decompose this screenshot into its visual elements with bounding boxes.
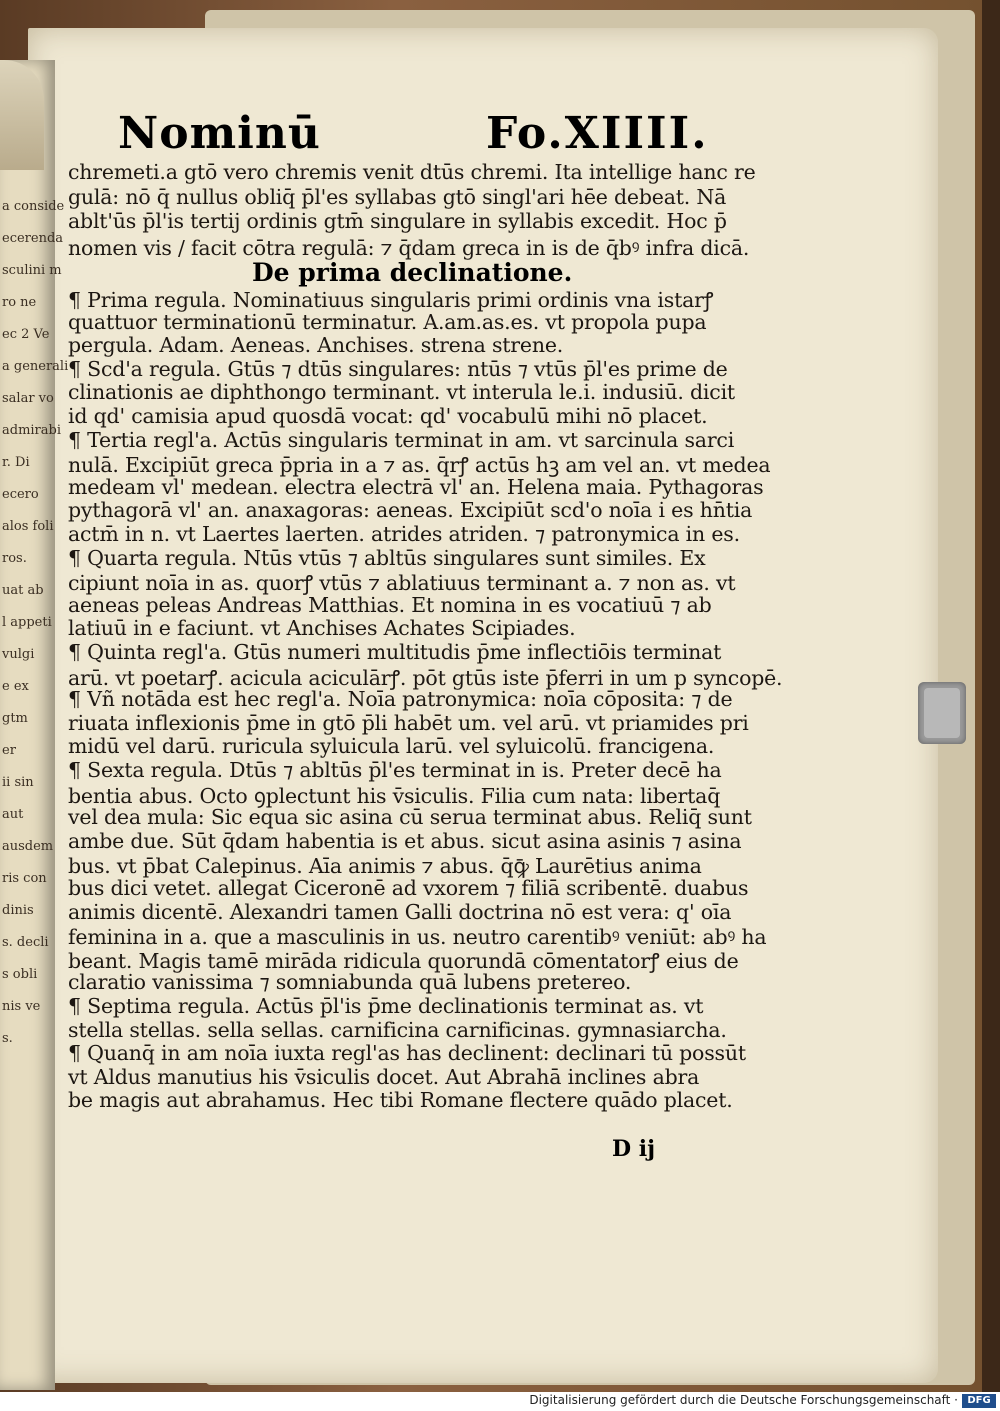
cover-edge <box>982 0 1000 1392</box>
left-page-text: ecero <box>2 487 39 502</box>
left-page-text: e ex <box>2 679 29 694</box>
text-line: medeam vl' medean. electra electrā vl' an. Helena maia. Pythagoras <box>68 474 764 499</box>
text-line: ¶ Prima regula. Nominatiuus singularis primi ordinis vna istarꝭ <box>68 288 714 312</box>
left-page-text: admirabi <box>2 423 62 438</box>
text-line: pergula. Adam. Aeneas. Anchises. strena strene. <box>68 333 564 358</box>
text-line: nulā. Excipiūt greca p̄pria in a ⁊ as. q̄rꝭ actūs hꝫ am vel an. vt medea <box>68 453 771 478</box>
text-line: ¶ Septima regula. Actūs p̄l'is p̄me declinationis terminat as. vt <box>68 994 704 1018</box>
left-page-text: r. Di <box>2 455 30 470</box>
text-line: ¶ Scd'a regula. Gtūs ⁊ dtūs singulares: ntūs ⁊ vtūs p̄l'es prime de <box>68 356 728 381</box>
text-line: be magis aut abrahamus. Hec tibi Romane flectere quādo placet. <box>68 1088 733 1113</box>
page-clip-tab-inner <box>924 688 960 738</box>
left-page-text: ris con <box>2 871 47 886</box>
left-page-text: salar vo <box>2 391 54 406</box>
text-line: beant. Magis tamē mirāda ridicula quorundā cōmentatorꝭ eius de <box>68 948 739 973</box>
left-page-text: er <box>2 743 16 758</box>
text-line: actm̄ in n. vt Laertes laerten. atrides atriden. ⁊ patronymica in es. <box>68 522 740 546</box>
text-line: aeneas peleas Andreas Matthias. Et nomina in es vocatiuū ⁊ ab <box>68 592 712 617</box>
text-line: ablt'ūs p̄l'is tertij ordinis gtm̄ singulare in syllabis excedit. Hoc p̄ <box>68 209 727 233</box>
text-line: riuata inflexionis p̄me in gtō p̄li habēt um. vel arū. vt priamides pri <box>68 710 749 735</box>
text-line: ¶ Quinta regl'a. Gtūs numeri multitudis p̄me inflectiōis terminat <box>68 640 722 664</box>
text-line: ¶ Vñ notāda est hec regl'a. Noīa patronymica: noīa cōposita: ⁊ de <box>68 687 733 712</box>
text-line: chremeti.a gtō vero chremis venit dtūs chremi. Ita intellige hanc re <box>68 160 756 184</box>
footer-bar <box>0 1392 1000 1411</box>
left-page-text: vulgi <box>2 647 35 662</box>
left-page-text: ecerenda <box>2 231 64 246</box>
text-line: nomen vis / facit cōtra regulā: ⁊ q̄dam greca in is de q̄bꝰ infra dicā. <box>68 235 750 260</box>
text-line: gulā: nō q̄ nullus obliq̄ p̄l'es syllabas gtō singl'ari hēe debeat. Nā <box>68 184 727 209</box>
left-page-text: aut <box>2 807 24 822</box>
running-header <box>118 108 718 158</box>
text-line: claratio vanissima ⁊ somniabunda quā lubens pretereo. <box>68 970 632 995</box>
text-line: cipiunt noīa in as. quorꝭ vtūs ⁊ ablatiuus terminant a. ⁊ non as. vt <box>68 571 736 596</box>
text-line: quattuor terminationū terminatur. A.am.as.es. vt propola pupa <box>68 309 707 334</box>
left-page-text: gtm <box>2 711 28 726</box>
signature-mark: D ij <box>612 1136 656 1162</box>
left-page-text: ros. <box>2 551 27 566</box>
left-page-text: dinis <box>2 903 34 918</box>
page-clip-tab <box>918 682 966 744</box>
text-line: ¶ Quanq̄ in am noīa iuxta regl'as has declinent: declinari tū possūt <box>68 1041 746 1066</box>
text-line: bus dici vetet. allegat Ciceronē ad vxorem ⁊ filiā scribentē. duabus <box>68 876 749 900</box>
footer-credit: Digitalisierung gefördert durch die Deutsche Forschungsgemeinschaft · <box>529 1393 958 1407</box>
text-line: animis dicentē. Alexandri tamen Galli doctrina nō est vera: q' oīa <box>68 899 732 924</box>
section-heading: De prima declinatione. <box>252 258 573 287</box>
text-line: stella stellas. sella sellas. carnificina carnificinas. gymnasiarcha. <box>68 1017 727 1042</box>
left-page-text: l appeti <box>2 615 52 630</box>
text-line: ¶ Sexta regula. Dtūs ⁊ abltūs p̄l'es terminat in is. Preter decē ha <box>68 758 722 782</box>
text-line: ambe due. Sūt q̄dam habentia is et abus. sicut asina asinis ⁊ asina <box>68 828 742 853</box>
left-page-text: a conside <box>2 199 65 214</box>
left-page-text: ausdem <box>2 839 54 854</box>
text-line: id qd' camisia apud quosdā vocat: qd' vocabulū mihi nō placet. <box>68 404 708 428</box>
left-page-text: ii sin <box>2 775 34 790</box>
left-page-text: ec 2 Ve <box>2 327 50 342</box>
left-page-fragment <box>0 60 69 1390</box>
text-line: pythagorā vl' an. anaxagoras: aeneas. Excipiūt scd'o noīa i es hn̄tia <box>68 498 753 523</box>
text-line: bus. vt p̄bat Calepinus. Aīa animis ⁊ abus. q̄ꝙ̄ Laurētius anima <box>68 854 702 879</box>
left-page-text: s. decli <box>2 935 49 950</box>
left-page-text: ro ne <box>2 295 37 310</box>
folio-number: Fo.XIIII. <box>486 108 709 159</box>
text-line: vt Aldus manutius his v̄siculis docet. Aut Abrahā inclines abra <box>68 1064 700 1089</box>
text-line: bentia abus. Octo ꝯplectunt his v̄siculis. Filia cum nata: libertaq̄ <box>68 783 721 808</box>
left-page-text: nis ve <box>2 999 41 1014</box>
left-page-text: sculini m <box>2 263 62 278</box>
running-title: Nominū <box>118 108 321 159</box>
text-line: ¶ Tertia regl'a. Actūs singularis terminat in am. vt sarcinula sarci <box>68 427 735 452</box>
text-line: feminina in a. que a masculinis in us. neutro carentibꝰ veniūt: abꝰ ha <box>68 925 767 950</box>
left-page-text: a generali <box>2 359 69 374</box>
text-line: vel dea mula: Sic equa sic asina cū serua terminat abus. Reliq̄ sunt <box>68 805 752 830</box>
left-page-text: uat ab <box>2 583 44 598</box>
text-line: clinationis ae diphthongo terminant. vt interula le.i. indusiū. dicit <box>68 380 735 405</box>
text-line: midū vel darū. ruricula syluicula larū. vel syluicolū. francigena. <box>68 734 715 759</box>
left-page-text: s obli <box>2 967 38 982</box>
left-page-text: s. <box>2 1031 13 1046</box>
text-line: ¶ Quarta regula. Ntūs vtūs ⁊ abltūs singulares sunt similes. Ex <box>68 545 706 570</box>
text-line: latiuū in e faciunt. vt Anchises Achates Scipiades. <box>68 616 576 641</box>
text-line: arū. vt poetarꝭ. acicula aciculārꝭ. pōt gtūs iste p̄ferri in um p syncopē. <box>68 665 783 690</box>
left-page-text: alos foli <box>2 519 54 534</box>
dfg-logo: DFG <box>962 1394 996 1408</box>
